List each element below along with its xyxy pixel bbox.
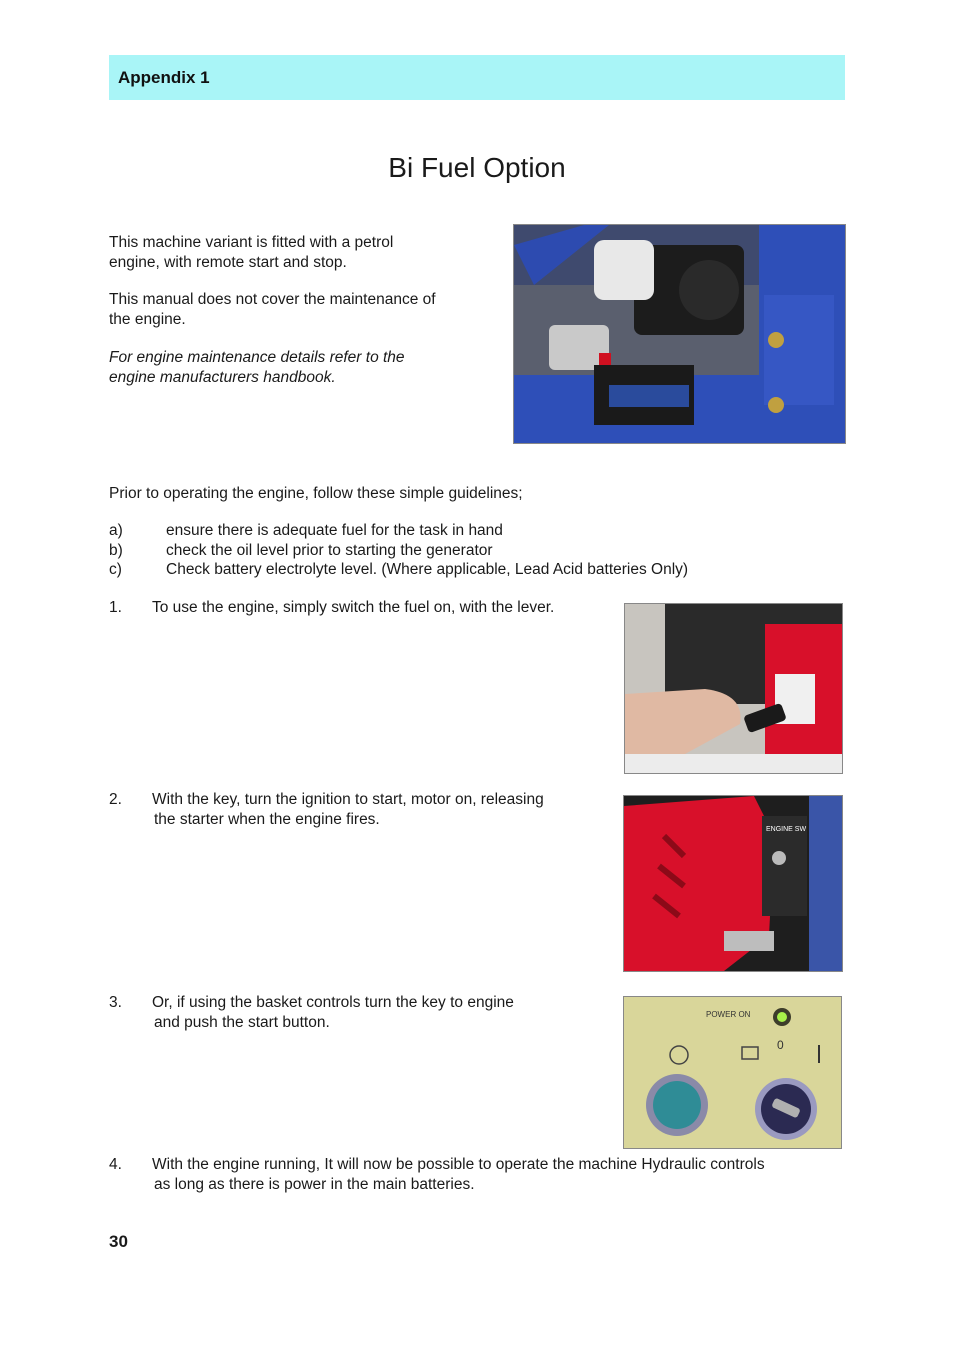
key-zero-label: 0 xyxy=(777,1038,784,1052)
appendix-banner xyxy=(109,55,845,100)
basket-controls-illustration xyxy=(624,997,841,1148)
ignition-photo xyxy=(623,795,843,972)
page-title: Bi Fuel Option xyxy=(388,152,566,183)
list-item: b) check the oil level prior to starting the generator xyxy=(109,541,493,559)
basket-controls-photo xyxy=(623,996,842,1149)
switch-label: ENGINE SW xyxy=(766,826,807,833)
engine-photo xyxy=(513,224,846,444)
step-4: 4. With the engine running, It will now be possible to operate the machine Hydraulic controls as long as there is power in the main batteries. xyxy=(109,1156,765,1193)
fuel-lever-photo xyxy=(624,603,843,774)
intro-paragraph-2: This manual does not cover the maintenance of the engine. xyxy=(109,291,436,328)
step-3: 3. Or, if using the basket controls turn the key to engine and push the start button. xyxy=(109,994,514,1031)
appendix-label: Appendix 1 xyxy=(118,67,210,87)
step-1: 1. To use the engine, simply switch the fuel on, with the lever. xyxy=(109,599,555,616)
page-number: 30 xyxy=(109,1232,128,1251)
list-item: c) Check battery electrolyte level. (Where applicable, Lead Acid batteries Only) xyxy=(109,561,689,578)
list-item: a) ensure there is adequate fuel for the task in hand xyxy=(109,522,503,539)
guidelines-lead: Prior to operating the engine, follow these simple guidelines; xyxy=(109,485,523,502)
guideline-list xyxy=(109,521,688,580)
step-2: 2. With the key, turn the ignition to start, motor on, releasing the starter when the engine fires. xyxy=(109,791,544,828)
intro-paragraph-1: This machine variant is fitted with a petrol engine, with remote start and stop. xyxy=(109,234,394,271)
fuel-lever-illustration xyxy=(625,604,842,773)
ignition-illustration xyxy=(624,796,842,971)
power-on-label: POWER ON xyxy=(706,1010,751,1019)
engine-illustration xyxy=(514,225,845,443)
intro-paragraph-3: For engine maintenance details refer to the engine manufacturers handbook. xyxy=(109,349,405,386)
start-button[interactable] xyxy=(653,1081,701,1129)
